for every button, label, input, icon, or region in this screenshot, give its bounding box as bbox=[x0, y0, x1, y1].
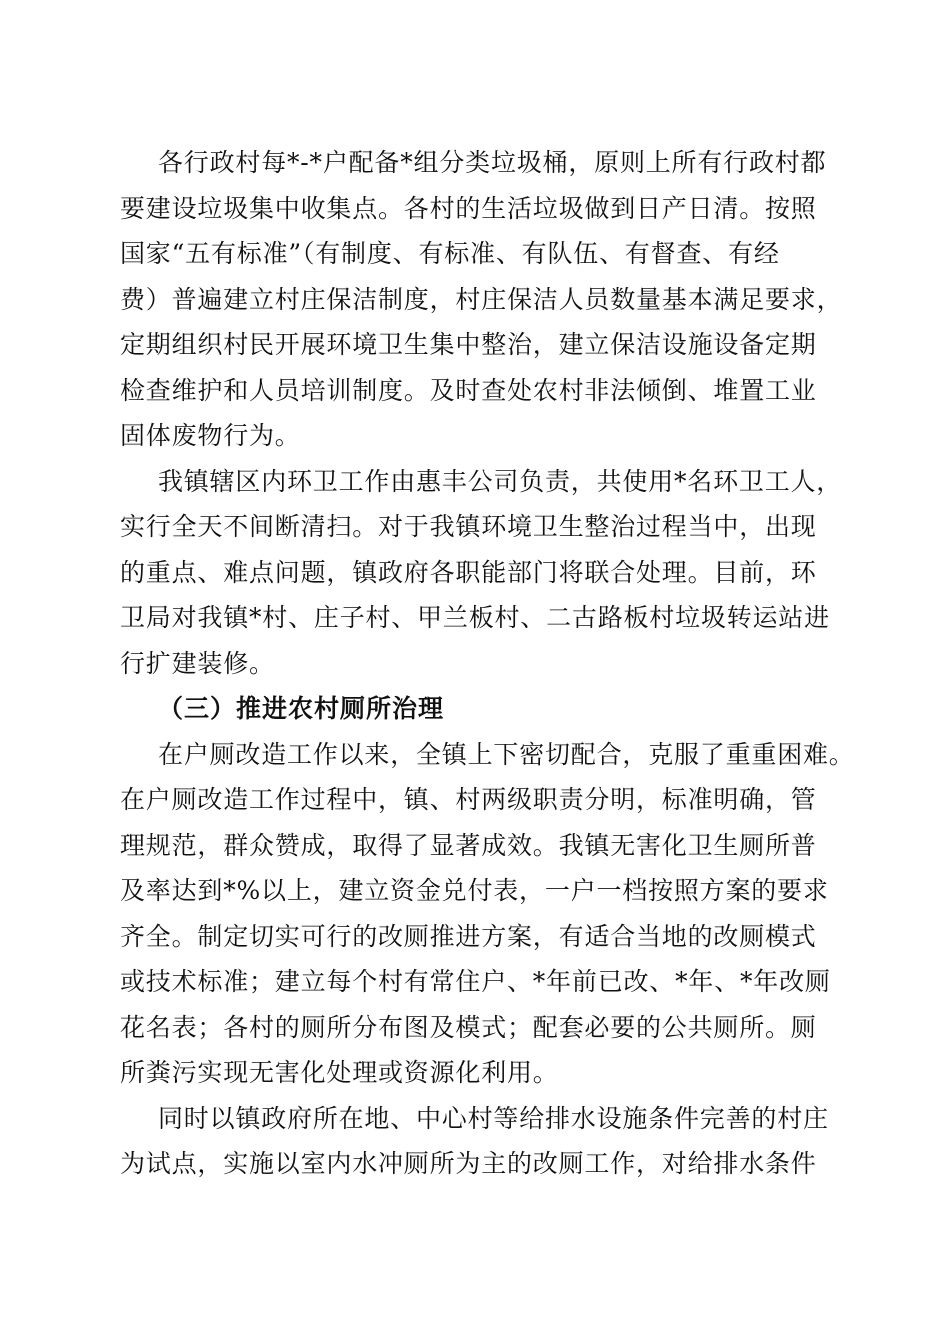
text-line: 固体废物行为。 bbox=[120, 421, 301, 450]
text-line: 行扩建装修。 bbox=[120, 648, 275, 678]
text-line: 理规范，群众赞成，取得了显著成效。我镇无害化卫生厕所普 bbox=[120, 830, 817, 860]
text-line: 或技术标准；建立每个村有常住户、*年前已改、*年、*年改厕 bbox=[120, 967, 831, 996]
text-line: 实行全天不间断清扫。对于我镇环境卫生整治过程当中，出现 bbox=[120, 512, 817, 541]
text-line: 卫局对我镇*村、庄子村、甲兰板村、二古路板村垃圾转运站进 bbox=[120, 603, 830, 632]
text-line: 我镇辖区内环卫工作由惠丰公司负责，共使用*名环卫工人， bbox=[158, 466, 843, 496]
paragraph-toilet-renovation bbox=[120, 732, 855, 1096]
text-line: 为试点，实施以室内水冲厕所为主的改厕工作，对给排水条件 bbox=[120, 1149, 817, 1178]
text-line: 各行政村每*-*户配备*组分类垃圾桶，原则上所有行政村都 bbox=[158, 148, 827, 177]
text-line: 同时以镇政府所在地、中心村等给排水设施条件完善的村庄 bbox=[158, 1103, 829, 1133]
text-line: 齐全。制定切实可行的改厕推进方案，有适合当地的改厕模式 bbox=[120, 921, 817, 951]
document-body bbox=[120, 140, 855, 1187]
text-line: 及率达到*%以上，建立资金兑付表，一户一档按照方案的要求 bbox=[120, 876, 829, 905]
section-heading-text: （三）推进农村厕所治理 bbox=[158, 694, 445, 723]
paragraph-sanitation-work bbox=[120, 459, 843, 687]
text-line: 检查维护和人员培训制度。及时查处农村非法倾倒、堆置工业 bbox=[120, 375, 817, 405]
text-line: 花名表；各村的厕所分布图及模式；配套必要的公共厕所。厕 bbox=[120, 1012, 817, 1042]
section-heading bbox=[120, 686, 832, 732]
text-line: 在户厕改造工作过程中，镇、村两级职责分明，标准明确，管 bbox=[120, 785, 817, 814]
text-line: 要建设垃圾集中收集点。各村的生活垃圾做到日产日清。按照 bbox=[120, 193, 817, 223]
text-line: 费）普遍建立村庄保洁制度，村庄保洁人员数量基本满足要求， bbox=[120, 284, 843, 314]
text-line: 在户厕改造工作以来，全镇上下密切配合，克服了重重困难。 bbox=[158, 739, 855, 769]
paragraph-garbage-bins bbox=[120, 140, 843, 459]
text-line: 所粪污实现无害化处理或资源化利用。 bbox=[120, 1058, 559, 1087]
paragraph-pilot-villages bbox=[120, 1096, 832, 1187]
text-line: 国家“五有标准”（有制度、有标准、有队伍、有督查、有经 bbox=[120, 239, 780, 268]
text-line: 定期组织村民开展环境卫生集中整治，建立保洁设施设备定期 bbox=[120, 330, 817, 359]
text-line: 的重点、难点问题，镇政府各职能部门将联合处理。目前，环 bbox=[120, 557, 817, 587]
